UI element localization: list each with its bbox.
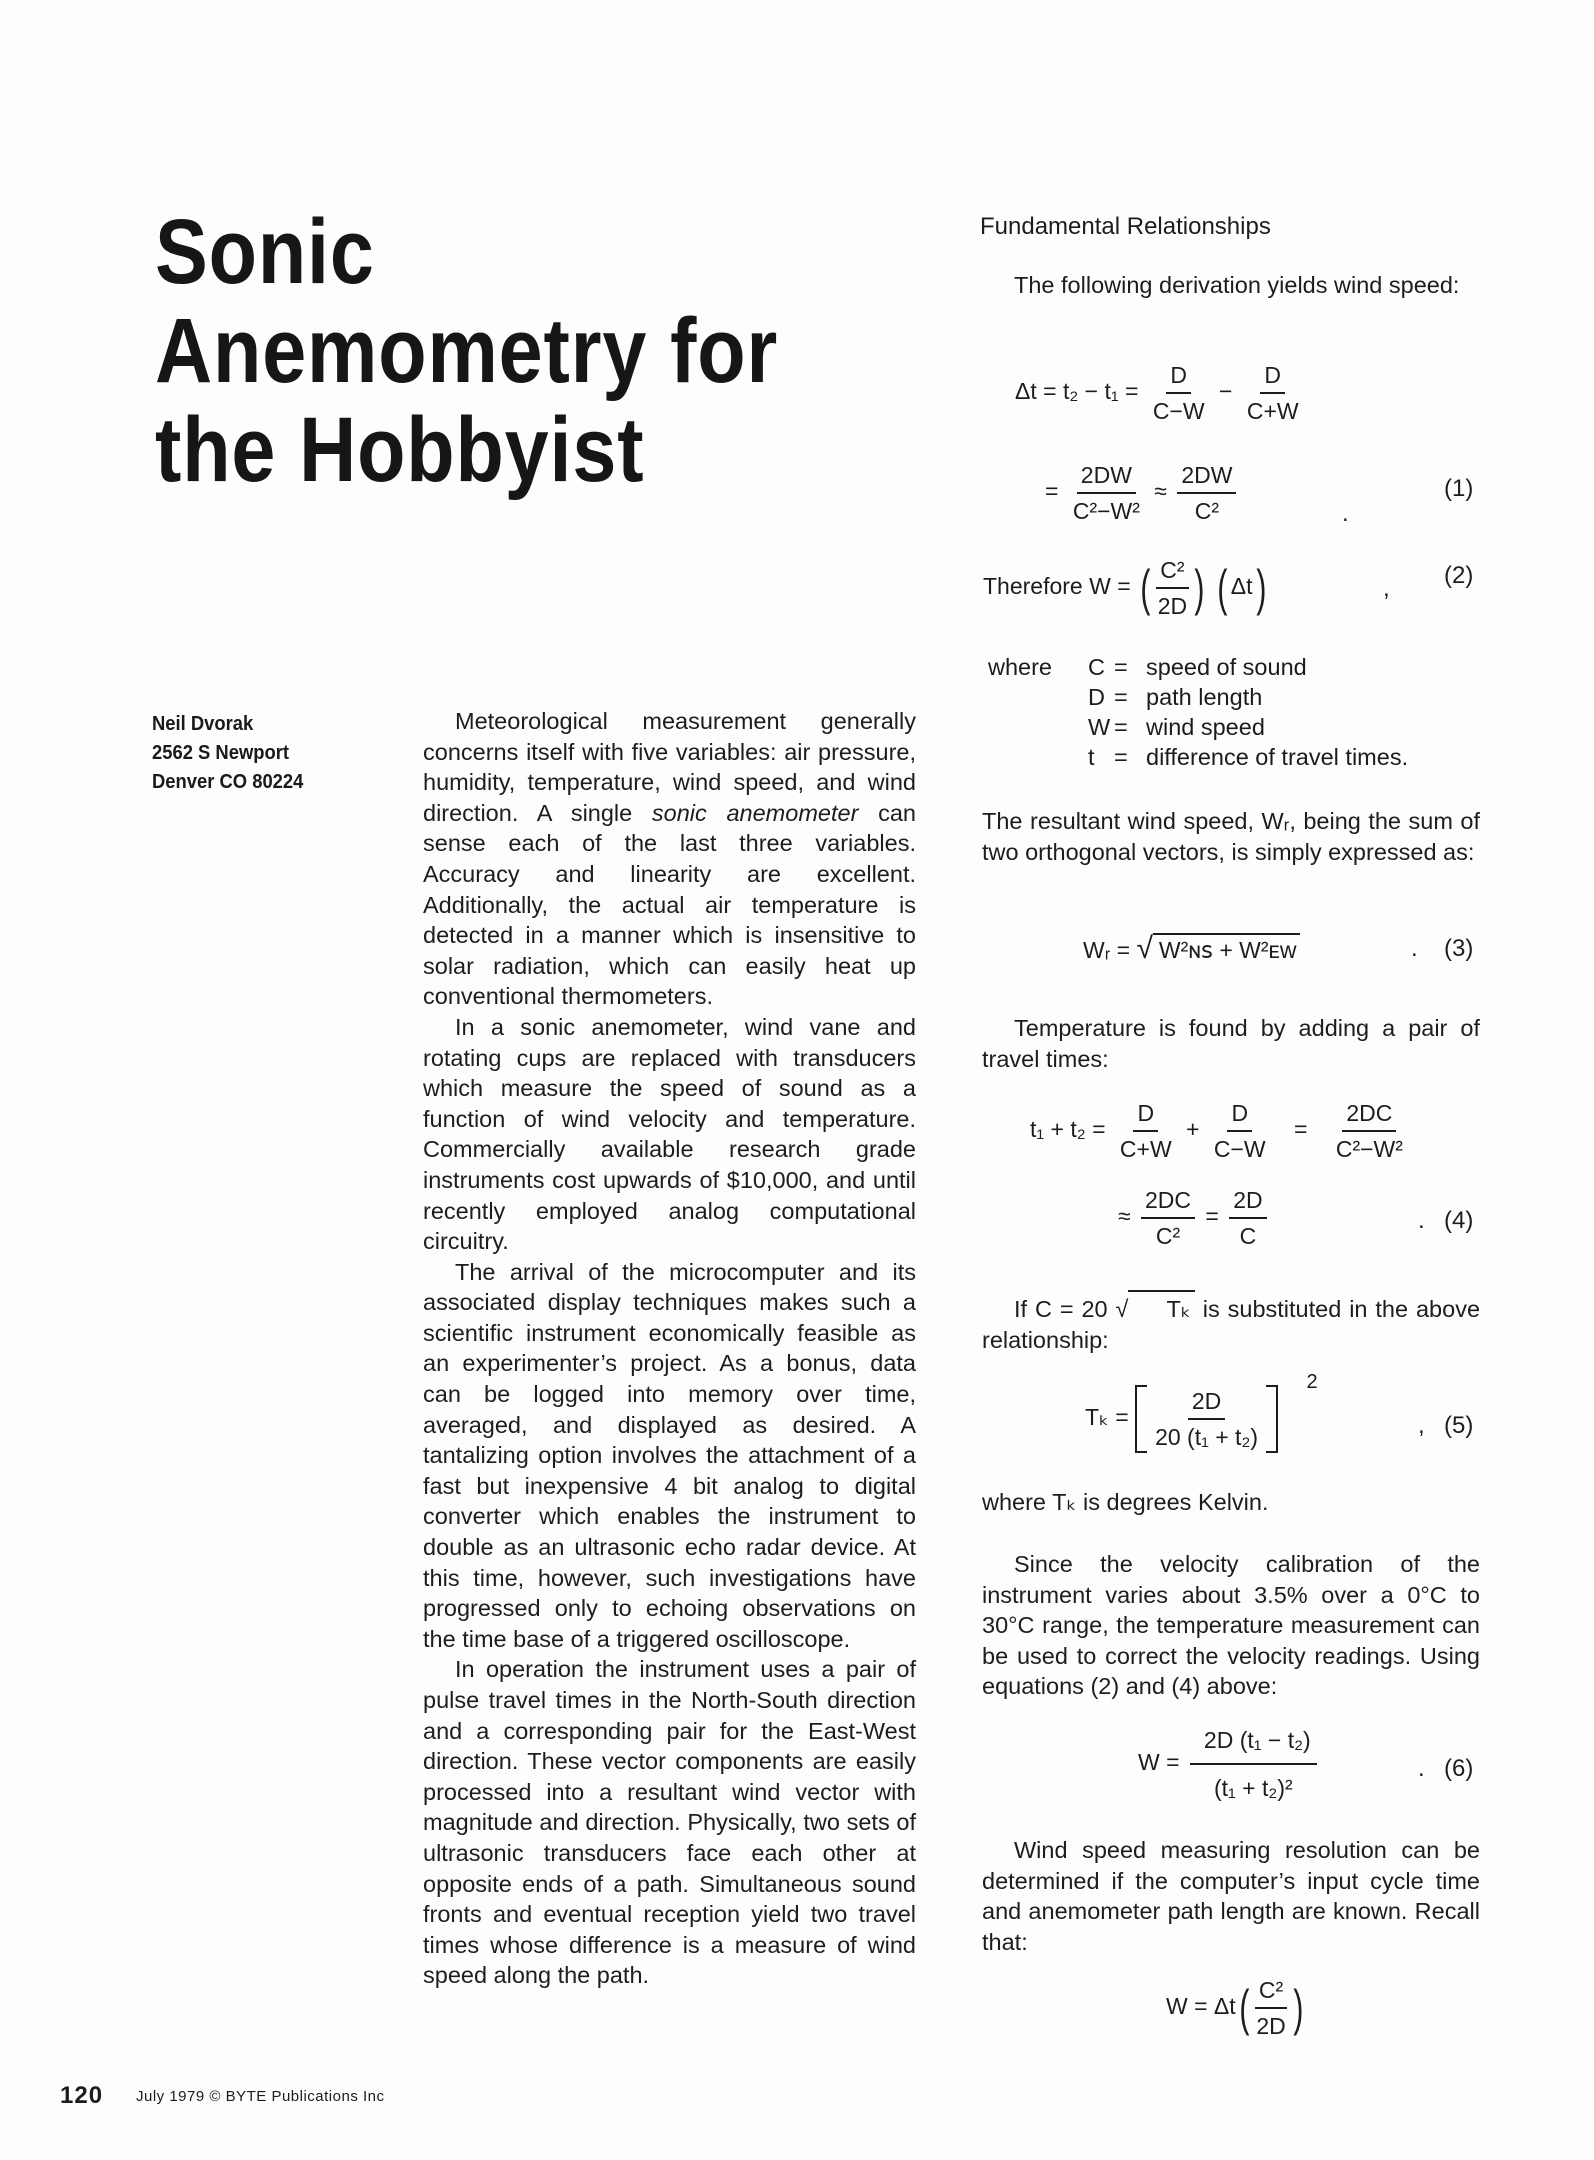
paragraph-derivation-intro <box>982 270 1480 301</box>
equation-3 <box>1083 932 1300 966</box>
equation-punct: . <box>1411 935 1418 962</box>
equation-lhs: Wᵣ = <box>1083 937 1131 963</box>
paragraph-microcomputer: The arrival of the microcomputer and its associated display techniques makes such a scientific instrument economically feasible as an experimenter’s project. As a bonus, data can be logged into memory over time, averaged, and displayed as desired. A tantalizing option involves the attachment of a fast but inexpensive 4 bit analog to digital converter which enables the instrument to double as an ultrasonic echo radar device. At this time, however, such investigations have progressed only to echoing observations on the time base of a triggered oscilloscope. <box>423 1258 916 1652</box>
paren-close: ) <box>1255 560 1266 616</box>
numerator: C² <box>1156 555 1188 589</box>
equation-punct: . <box>1418 1207 1425 1234</box>
paragraph-substitute <box>982 1290 1480 1355</box>
paragraph-intro <box>423 706 916 1012</box>
equation-number-2: (2) <box>1444 562 1474 589</box>
equation-6 <box>1138 1725 1321 1803</box>
equation-number-1: (1) <box>1444 475 1474 502</box>
definition-lead <box>988 712 1088 742</box>
numerator: 2DW <box>1077 460 1136 494</box>
exponent: 2 <box>1306 1371 1318 1394</box>
numerator: C² <box>1255 1975 1287 2009</box>
equation-punct: , <box>1383 575 1390 602</box>
title-line-2: Anemometry for <box>155 300 779 402</box>
paren-close: ) <box>1194 560 1205 616</box>
equation-2 <box>983 555 1269 621</box>
footer-credit: July 1979 © BYTE Publications Inc <box>136 2088 385 2105</box>
paragraph-text <box>982 1290 1480 1355</box>
paragraph-operation: In operation the instrument uses a pair of pulse travel times in the North-South direction and a corresponding pair for the East-West direction. These vector components are easily processed into a resultant wind vector with magnitude and direction. Physically, two sets of ultrasonic transducers face each other at opposite ends of a path. Simultaneous sound fronts and eventual reception yield two travel times whose difference is a measure of wind speed along the path. <box>423 1656 916 1989</box>
paragraph-text: The resultant wind speed, Wᵣ, being the sum of two orthogonal vectors, is simply expressed as: <box>982 808 1480 865</box>
definition-symbol: C <box>1088 654 1105 680</box>
numerator: 2DC <box>1141 1185 1195 1219</box>
numerator: 2DC <box>1342 1098 1396 1132</box>
operator: = <box>1294 1116 1308 1143</box>
denominator: C−W <box>1213 1136 1266 1162</box>
equation-number-5: (5) <box>1444 1412 1474 1439</box>
author-city: Denver CO 80224 <box>152 771 304 793</box>
fraction <box>1332 1098 1407 1164</box>
body-column-left <box>423 706 916 1991</box>
paragraph-text: Since the velocity calibration of the instrument varies about 3.5% over a 0°C to 30°C range, the temperature measurement can be used to correct the velocity readings. Using equations (2) and (4) above: <box>982 1551 1480 1700</box>
definition-text: wind speed <box>1146 714 1265 740</box>
numerator: D <box>1260 360 1285 394</box>
paragraph-text: Wind speed measuring resolution can be determined if the computer’s input cycle time and anemometer path length are known. Recall that: <box>982 1837 1480 1955</box>
paren-open: ( <box>1140 560 1151 616</box>
author-name: Neil Dvorak <box>152 713 254 735</box>
definition-text: difference of travel times. <box>1146 744 1409 770</box>
section-heading: Fundamental Relationships <box>980 213 1271 240</box>
delta-t: Δt <box>1230 573 1253 600</box>
denominator: C² <box>1194 498 1220 524</box>
fraction <box>1141 1185 1195 1251</box>
paragraph-resultant <box>982 806 1480 867</box>
fraction <box>1116 1098 1176 1164</box>
fraction <box>1243 360 1303 426</box>
definition-lead <box>988 742 1088 772</box>
paragraph-text: Meteorological measurement generally concerns itself with five variables: air pressure, humidity, temperature, wind speed, and wind direction. A single <box>423 708 916 826</box>
definition-lead <box>988 682 1088 712</box>
bracket-close <box>1266 1385 1278 1453</box>
denominator: 2D <box>1256 2013 1286 2039</box>
paragraph-temperature <box>982 1013 1480 1074</box>
equation-lhs: t₁ + t₂ = <box>1030 1116 1106 1143</box>
numerator: D <box>1166 360 1191 394</box>
definition-symbol: W <box>1088 714 1111 740</box>
radicand: W²ɴꜱ + W²ᴇᴡ <box>1153 933 1301 964</box>
paren-open: ( <box>1239 1980 1250 2036</box>
equation-number-4: (4) <box>1444 1207 1474 1234</box>
bracket-open <box>1135 1385 1147 1453</box>
definition-symbol: D <box>1088 684 1105 710</box>
equation-number-6: (6) <box>1444 1755 1474 1782</box>
operator: = <box>1205 1203 1219 1230</box>
paragraph-kelvin <box>982 1487 1480 1518</box>
denominator: 20 (t₁ + t₂) <box>1155 1424 1259 1450</box>
fraction <box>1210 1098 1270 1164</box>
fraction <box>1252 1975 1289 2041</box>
paragraph-calibration <box>982 1549 1480 1702</box>
fraction <box>1177 460 1236 526</box>
sqrt-icon: √ <box>1136 932 1153 965</box>
paragraph-text: Temperature is found by adding a pair of travel times: <box>982 1015 1480 1072</box>
equation-delta-t <box>1015 360 1307 426</box>
denominator: C²−W² <box>1335 1136 1403 1162</box>
paragraph-text: where Tₖ is degrees Kelvin. <box>982 1489 1269 1515</box>
denominator: C <box>1239 1223 1257 1249</box>
numerator: 2D <box>1188 1386 1225 1420</box>
operator: = <box>1045 478 1059 505</box>
denominator: C² <box>1155 1223 1181 1249</box>
equation-number-3: (3) <box>1444 935 1474 962</box>
numerator: 2D (t₁ − t₂) <box>1190 1725 1317 1765</box>
radicand: Tₖ <box>1128 1290 1194 1325</box>
author-block <box>152 710 317 797</box>
numerator: D <box>1227 1098 1252 1132</box>
operator: ≈ <box>1118 1203 1131 1230</box>
equation-1 <box>1045 460 1240 526</box>
paren-open: ( <box>1217 560 1228 616</box>
definition-lead: where <box>988 654 1053 680</box>
author-street: 2562 S Newport <box>152 742 290 764</box>
numerator: D <box>1133 1098 1158 1132</box>
text-span: is substituted in the above relationship: <box>982 1296 1481 1353</box>
equation-punct: . <box>1418 1755 1425 1782</box>
numerator: 2D <box>1229 1185 1266 1219</box>
fraction <box>1151 1386 1262 1452</box>
paragraph-resolution <box>982 1835 1480 1957</box>
operator: + <box>1186 1116 1200 1143</box>
definition-equals: = <box>1114 654 1128 680</box>
definition-equals: = <box>1114 714 1128 740</box>
denominator: 2D <box>1157 593 1188 619</box>
paragraph-sonic-anemometer: In a sonic anemometer, wind vane and rotating cups are replaced with transducers which measure the speed of sound as a function of wind velocity and temperature. Commercially available research grade instruments cost upwards of $10,000, and until recently employed analog computational circuitry. <box>423 1013 916 1255</box>
paragraph-text: can sense each of the last three variables. Accuracy and linearity are excellent. Additionally, the actual air temperature is detected in a manner which is insensitive to solar radiation, which can easily heat up conventional thermometers. <box>423 799 916 1010</box>
paragraph-text: The following derivation yields wind speed: <box>1014 272 1460 298</box>
equation-lhs: Tₖ = <box>1085 1404 1129 1431</box>
equation-punct: , <box>1418 1412 1425 1439</box>
fraction <box>1190 1725 1317 1803</box>
equation-recall <box>1166 1975 1306 2041</box>
definition-text: speed of sound <box>1146 654 1307 680</box>
equation-lhs: Therefore W = <box>983 573 1131 600</box>
definition-equals: = <box>1114 744 1128 770</box>
italic-term: sonic anemometer <box>651 799 859 826</box>
equation-lhs: W = <box>1138 1749 1180 1776</box>
title-line-1: Sonic <box>155 201 375 303</box>
equation-sum-times <box>1030 1098 1411 1164</box>
sqrt-icon: √ <box>1115 1296 1129 1322</box>
definition-text: path length <box>1146 684 1263 710</box>
title-line-3: the Hobbyist <box>155 399 645 501</box>
denominator: C+W <box>1246 398 1299 424</box>
denominator: (t₁ + t₂)² <box>1213 1775 1293 1801</box>
fraction <box>1069 460 1144 526</box>
denominator: C−W <box>1152 398 1205 424</box>
equation-lhs: W = Δt <box>1166 1993 1236 2020</box>
text-span: If C = 20 <box>1014 1296 1108 1322</box>
definition-symbol: t <box>1088 744 1095 770</box>
equation-punct: . <box>1342 500 1349 527</box>
denominator: C+W <box>1119 1136 1172 1162</box>
equation-4 <box>1118 1185 1271 1251</box>
fraction <box>1154 555 1191 621</box>
page-number: 120 <box>60 2082 104 2109</box>
fraction <box>1229 1185 1266 1251</box>
fraction <box>1149 360 1209 426</box>
operator: − <box>1219 378 1233 405</box>
operator: ≈ <box>1154 478 1167 505</box>
variable-definitions <box>988 652 1408 772</box>
definition-equals: = <box>1114 684 1128 710</box>
numerator: 2DW <box>1177 460 1236 494</box>
paren-close: ) <box>1293 1980 1304 2036</box>
equation-5 <box>1085 1371 1318 1453</box>
equation-lhs: Δt = t₂ − t₁ = <box>1015 378 1139 405</box>
denominator: C²−W² <box>1072 498 1140 524</box>
